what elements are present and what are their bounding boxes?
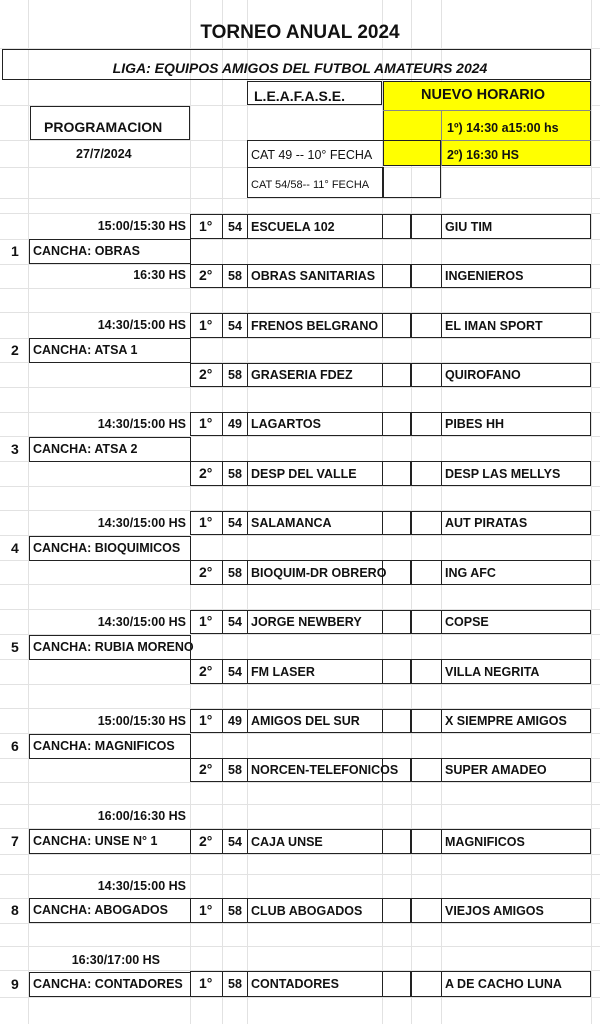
category-line-1: CAT 49 -- 10° FECHA — [251, 148, 373, 162]
home-team: GRASERIA FDEZ — [251, 368, 353, 382]
match-gap-cell-1 — [382, 313, 412, 338]
venue-row-border — [29, 437, 191, 462]
match-gap-cell-2 — [410, 829, 442, 854]
venue-index: 4 — [11, 540, 19, 556]
venue-name: CANCHA: CONTADORES — [33, 977, 183, 991]
match-gap-cell-1 — [382, 511, 412, 535]
venue-index: 7 — [11, 833, 19, 849]
home-team: FM LASER — [251, 664, 315, 679]
match-gap-cell-1 — [382, 659, 412, 684]
away-team: X SIEMPRE AMIGOS — [445, 714, 567, 728]
match-category: 54 — [228, 834, 242, 849]
venue-row-border — [29, 338, 191, 363]
match-gap-cell-2 — [410, 511, 442, 535]
match-gap-cell-1 — [382, 898, 412, 923]
away-team: SUPER AMADEO — [445, 763, 547, 777]
match-category: 58 — [228, 466, 242, 481]
venue-index: 2 — [11, 342, 19, 358]
home-team: LAGARTOS — [251, 417, 321, 431]
match-category: 54 — [228, 664, 242, 679]
match-order: 2° — [199, 662, 213, 679]
venue-row-border — [29, 734, 191, 759]
venue-index: 6 — [11, 738, 19, 754]
match-gap-cell-2 — [410, 313, 442, 338]
match-category: 54 — [228, 615, 242, 629]
match-time: 14:30/15:00 HS — [97, 615, 186, 629]
home-team: CLUB ABOGADOS — [251, 903, 363, 918]
match-time: 14:30/15:00 HS — [97, 879, 186, 893]
match-gap-cell-2 — [410, 898, 442, 923]
match-gap-cell-2 — [410, 412, 442, 436]
match-gap-cell-1 — [382, 560, 412, 585]
new-schedule-title: NUEVO HORARIO — [421, 87, 546, 103]
home-team: SALAMANCA — [251, 516, 332, 530]
match-order: 1° — [199, 901, 213, 918]
away-team: A DE CACHO LUNA — [445, 977, 562, 991]
new-schedule-slot-2: 2º) 16:30 HS — [447, 148, 519, 162]
match-time: 14:30/15:00 HS — [97, 417, 186, 431]
home-team: OBRAS SANITARIAS — [251, 269, 376, 283]
venue-name: CANCHA: OBRAS — [33, 244, 140, 258]
away-team: MAGNIFICOS — [445, 834, 525, 849]
away-team: EL IMAN SPORT — [445, 318, 543, 333]
away-team: VILLA NEGRITA — [445, 664, 540, 679]
venue-row-border — [29, 829, 191, 854]
away-team: DESP LAS MELLYS — [445, 466, 561, 481]
home-team: JORGE NEWBERY — [251, 615, 362, 629]
venue-name: CANCHA: RUBIA MORENO — [33, 640, 194, 654]
away-team: INGENIEROS — [445, 269, 524, 283]
new-schedule-slot-1: 1º) 14:30 a15:00 hs — [447, 121, 559, 135]
away-team: QUIROFANO — [445, 368, 521, 382]
match-gap-cell-1 — [382, 461, 412, 486]
match-gap-cell-1 — [382, 412, 412, 436]
match-gap-cell-2 — [410, 709, 442, 733]
away-team: VIEJOS AMIGOS — [445, 903, 544, 918]
home-team: ESCUELA 102 — [251, 219, 335, 234]
org-name: L.E.A.F.A.S.E. — [254, 88, 346, 104]
venue-row-border — [29, 635, 191, 660]
match-gap-cell-2 — [410, 971, 442, 997]
venue-name: CANCHA: ATSA 2 — [33, 442, 138, 456]
venue-name: CANCHA: ATSA 1 — [33, 343, 138, 357]
match-order: 1° — [199, 514, 213, 530]
match-order: 2° — [199, 464, 213, 481]
schedule-date: 27/7/2024 — [76, 147, 132, 161]
programacion-label: PROGRAMACION — [44, 119, 163, 135]
match-gap-cell-1 — [382, 363, 412, 387]
match-category: 49 — [228, 417, 242, 431]
match-gap-cell-2 — [410, 758, 442, 782]
home-team: CAJA UNSE — [251, 834, 323, 849]
home-team: AMIGOS DEL SUR — [251, 714, 360, 728]
match-gap-cell-2 — [410, 363, 442, 387]
match-category: 58 — [228, 763, 242, 777]
match-category: 54 — [228, 219, 242, 234]
home-team: FRENOS BELGRANO — [251, 318, 379, 333]
match-category: 58 — [228, 977, 242, 991]
match-category: 58 — [228, 903, 242, 918]
match-category: 58 — [228, 565, 242, 580]
venue-index: 9 — [11, 976, 19, 992]
match-order: 1° — [199, 613, 213, 629]
match-category: 54 — [228, 516, 242, 530]
match-time: 14:30/15:00 HS — [97, 516, 186, 530]
venue-row-border — [29, 972, 191, 997]
venue-index: 3 — [11, 441, 19, 457]
match-order: 2° — [199, 761, 213, 777]
away-team: AUT PIRATAS — [445, 516, 528, 530]
match-category: 58 — [228, 368, 242, 382]
match-order: 1° — [199, 975, 213, 991]
home-team: DESP DEL VALLE — [251, 466, 357, 481]
away-team: ING AFC — [445, 565, 496, 580]
venue-row-border — [29, 239, 191, 264]
match-time: 16:30/17:00 HS — [71, 953, 160, 967]
match-time: 15:00/15:30 HS — [97, 219, 186, 233]
match-gap-cell-1 — [382, 829, 412, 854]
match-order: 1° — [199, 415, 213, 431]
category-line-2: CAT 54/58-- 11° FECHA — [251, 179, 370, 191]
match-order: 2° — [199, 366, 213, 382]
venue-row-border — [29, 898, 191, 923]
match-order: 2° — [199, 832, 213, 849]
match-gap-cell-1 — [382, 214, 412, 239]
away-team: COPSE — [445, 615, 489, 629]
match-gap-cell-1 — [382, 971, 412, 997]
match-category: 49 — [228, 714, 242, 728]
match-time: 16:00/16:30 HS — [97, 809, 186, 823]
home-team: NORCEN-TELEFONICOS — [251, 763, 399, 777]
venue-index: 5 — [11, 639, 19, 655]
match-gap-cell-2 — [410, 610, 442, 634]
match-gap-cell-2 — [410, 461, 442, 486]
venue-name: CANCHA: BIOQUIMICOS — [33, 541, 181, 555]
away-team: PIBES HH — [445, 417, 505, 431]
league-name: LIGA: EQUIPOS AMIGOS DEL FUTBOL AMATEURS 2024 — [112, 60, 488, 76]
match-category: 54 — [228, 318, 242, 333]
match-order: 2° — [199, 267, 213, 283]
venue-name: CANCHA: MAGNIFICOS — [33, 739, 175, 753]
match-order: 2° — [199, 563, 213, 580]
venue-row-border — [29, 536, 191, 561]
venue-name: CANCHA: UNSE N° 1 — [33, 834, 158, 848]
match-gap-cell-2 — [410, 264, 442, 288]
home-team: CONTADORES — [251, 977, 339, 991]
match-gap-cell-2 — [410, 560, 442, 585]
match-category: 58 — [228, 269, 242, 283]
match-gap-cell-1 — [382, 264, 412, 288]
venue-index: 8 — [11, 902, 19, 918]
match-order: 1° — [199, 217, 213, 234]
home-team: BIOQUIM-DR OBRERO — [251, 565, 387, 580]
match-time: 16:30 HS — [133, 268, 186, 282]
away-team: GIU TIM — [445, 219, 493, 234]
match-order: 1° — [199, 316, 213, 333]
match-gap-cell-1 — [382, 610, 412, 634]
match-gap-cell-1 — [382, 709, 412, 733]
venue-name: CANCHA: ABOGADOS — [33, 903, 168, 917]
match-gap-cell-2 — [410, 659, 442, 684]
tournament-title: TORNEO ANUAL 2024 — [200, 22, 400, 43]
match-order: 1° — [199, 712, 213, 728]
match-time: 15:00/15:30 HS — [97, 714, 186, 728]
venue-index: 1 — [11, 243, 19, 259]
match-time: 14:30/15:00 HS — [97, 318, 186, 332]
match-gap-cell-2 — [410, 214, 442, 239]
